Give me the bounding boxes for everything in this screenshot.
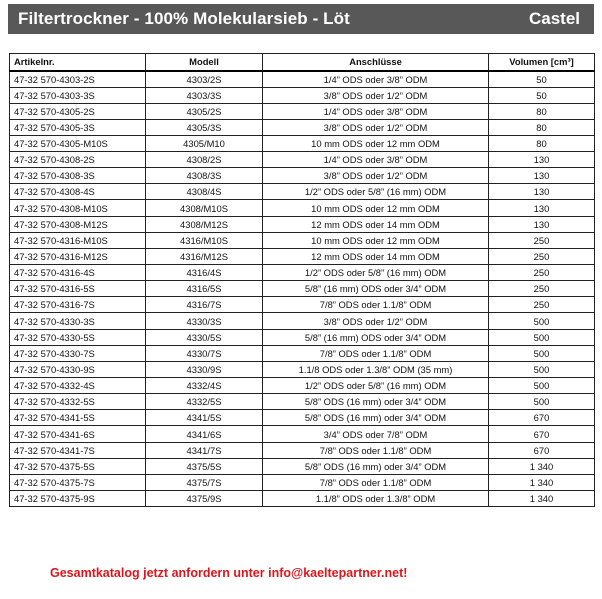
- model-cell: 4316/7S: [146, 297, 263, 313]
- model-cell: 4341/6S: [146, 426, 263, 442]
- table-row: [10, 87, 595, 103]
- article-number-cell: 47-32 570-4375-7S: [10, 474, 146, 490]
- table-row: [10, 442, 595, 458]
- table-row: [10, 103, 595, 119]
- volume-cell: 130: [489, 184, 595, 200]
- volume-cell: 50: [489, 87, 595, 103]
- volume-cell: 500: [489, 313, 595, 329]
- connections-cell: 7/8” ODS oder 1.1/8” ODM: [263, 442, 489, 458]
- volume-cell: 500: [489, 329, 595, 345]
- model-cell: 4308/3S: [146, 168, 263, 184]
- table-row: [10, 168, 595, 184]
- volume-cell: 500: [489, 361, 595, 377]
- table-row: [10, 297, 595, 313]
- table-row: [10, 410, 595, 426]
- model-cell: 4305/M10: [146, 135, 263, 151]
- model-cell: 4308/M10S: [146, 200, 263, 216]
- table-row: [10, 474, 595, 490]
- volume-cell: 130: [489, 152, 595, 168]
- connections-cell: 1/4” ODS oder 3/8” ODM: [263, 103, 489, 119]
- connections-cell: 3/8” ODS oder 1/2” ODM: [263, 87, 489, 103]
- connections-cell: 5/8” ODS (16 mm) oder 3/4” ODM: [263, 410, 489, 426]
- connections-cell: 7/8” ODS oder 1.1/8” ODM: [263, 345, 489, 361]
- connections-cell: 1/2” ODS oder 5/8” (16 mm) ODM: [263, 265, 489, 281]
- article-number-cell: 47-32 570-4308-M10S: [10, 200, 146, 216]
- column-header-connections: Anschlüsse: [263, 54, 489, 71]
- model-cell: 4332/4S: [146, 378, 263, 394]
- article-number-cell: 47-32 570-4308-2S: [10, 152, 146, 168]
- connections-cell: 1/2” ODS oder 5/8” (16 mm) ODM: [263, 378, 489, 394]
- connections-cell: 5/8” (16 mm) ODS oder 3/4” ODM: [263, 329, 489, 345]
- table-row: [10, 345, 595, 361]
- volume-cell: 670: [489, 410, 595, 426]
- volume-cell: 250: [489, 297, 595, 313]
- article-number-cell: 47-32 570-4330-9S: [10, 361, 146, 377]
- table-row: [10, 394, 595, 410]
- article-number-cell: 47-32 570-4316-4S: [10, 265, 146, 281]
- article-number-cell: 47-32 570-4316-5S: [10, 281, 146, 297]
- connections-cell: 10 mm ODS oder 12 mm ODM: [263, 135, 489, 151]
- model-cell: 4332/5S: [146, 394, 263, 410]
- volume-cell: 1 340: [489, 491, 595, 507]
- volume-cell: 50: [489, 71, 595, 88]
- volume-cell: 670: [489, 442, 595, 458]
- table-row: [10, 265, 595, 281]
- model-cell: 4375/7S: [146, 474, 263, 490]
- article-number-cell: 47-32 570-4375-9S: [10, 491, 146, 507]
- table-row: [10, 200, 595, 216]
- table-row: [10, 329, 595, 345]
- volume-cell: 130: [489, 216, 595, 232]
- brand-name: Castel: [528, 9, 580, 28]
- article-number-cell: 47-32 570-4305-M10S: [10, 135, 146, 151]
- table-row: [10, 248, 595, 264]
- table-row: [10, 152, 595, 168]
- model-cell: 4316/M10S: [146, 232, 263, 248]
- connections-cell: 1.1/8” ODS oder 1.3/8” ODM: [263, 491, 489, 507]
- connections-cell: 5/8” (16 mm) ODS oder 3/4” ODM: [263, 281, 489, 297]
- article-number-cell: 47-32 570-4330-7S: [10, 345, 146, 361]
- article-number-cell: 47-32 570-4341-6S: [10, 426, 146, 442]
- article-number-cell: 47-32 570-4330-5S: [10, 329, 146, 345]
- volume-cell: 250: [489, 265, 595, 281]
- table-row: [10, 458, 595, 474]
- connections-cell: 3/8” ODS oder 1/2” ODM: [263, 168, 489, 184]
- model-cell: 4305/2S: [146, 103, 263, 119]
- article-number-cell: 47-32 570-4316-7S: [10, 297, 146, 313]
- volume-cell: 670: [489, 426, 595, 442]
- article-number-cell: 47-32 570-4316-M12S: [10, 248, 146, 264]
- model-cell: 4341/5S: [146, 410, 263, 426]
- connections-cell: 7/8” ODS oder 1.1/8” ODM: [263, 297, 489, 313]
- connections-cell: 1.1/8 ODS oder 1.3/8” ODM (35 mm): [263, 361, 489, 377]
- volume-cell: 500: [489, 394, 595, 410]
- column-header-article-number: Artikelnr.: [10, 54, 146, 71]
- table-body: [10, 71, 595, 507]
- volume-cell: 80: [489, 103, 595, 119]
- connections-cell: 1/2” ODS oder 5/8” (16 mm) ODM: [263, 184, 489, 200]
- volume-cell: 80: [489, 135, 595, 151]
- table-row: [10, 378, 595, 394]
- table-row: [10, 135, 595, 151]
- connections-cell: 12 mm ODS oder 14 mm ODM: [263, 216, 489, 232]
- article-number-cell: 47-32 570-4341-5S: [10, 410, 146, 426]
- model-cell: 4316/M12S: [146, 248, 263, 264]
- table-row: [10, 313, 595, 329]
- product-table: [9, 53, 595, 507]
- article-number-cell: 47-32 570-4305-3S: [10, 119, 146, 135]
- article-number-cell: 47-32 570-4330-3S: [10, 313, 146, 329]
- article-number-cell: 47-32 570-4332-5S: [10, 394, 146, 410]
- model-cell: 4303/3S: [146, 87, 263, 103]
- connections-cell: 5/8” ODS (16 mm) oder 3/4” ODM: [263, 458, 489, 474]
- table-row: [10, 184, 595, 200]
- volume-cell: 80: [489, 119, 595, 135]
- volume-cell: 500: [489, 378, 595, 394]
- volume-cell: 250: [489, 232, 595, 248]
- article-number-cell: 47-32 570-4308-3S: [10, 168, 146, 184]
- model-cell: 4303/2S: [146, 71, 263, 88]
- volume-cell: 250: [489, 248, 595, 264]
- catalog-request-notice: Gesamtkatalog jetzt anfordern unter info@kaeltepartner.net!: [50, 566, 408, 580]
- article-number-cell: 47-32 570-4308-M12S: [10, 216, 146, 232]
- article-number-cell: 47-32 570-4316-M10S: [10, 232, 146, 248]
- table-row: [10, 232, 595, 248]
- table-header-row: [10, 54, 595, 71]
- model-cell: 4308/4S: [146, 184, 263, 200]
- table-row: [10, 426, 595, 442]
- article-number-cell: 47-32 570-4375-5S: [10, 458, 146, 474]
- model-cell: 4308/M12S: [146, 216, 263, 232]
- table-row: [10, 361, 595, 377]
- connections-cell: 3/4” ODS oder 7/8” ODM: [263, 426, 489, 442]
- model-cell: 4330/3S: [146, 313, 263, 329]
- title-bar: [8, 4, 594, 34]
- model-cell: 4330/7S: [146, 345, 263, 361]
- table-row: [10, 216, 595, 232]
- article-number-cell: 47-32 570-4305-2S: [10, 103, 146, 119]
- model-cell: 4308/2S: [146, 152, 263, 168]
- table-row: [10, 281, 595, 297]
- connections-cell: 3/8” ODS oder 1/2” ODM: [263, 313, 489, 329]
- model-cell: 4341/7S: [146, 442, 263, 458]
- article-number-cell: 47-32 570-4308-4S: [10, 184, 146, 200]
- connections-cell: 3/8” ODS oder 1/2” ODM: [263, 119, 489, 135]
- model-cell: 4330/9S: [146, 361, 263, 377]
- table-row: [10, 71, 595, 88]
- model-cell: 4375/9S: [146, 491, 263, 507]
- article-number-cell: 47-32 570-4341-7S: [10, 442, 146, 458]
- model-cell: 4305/3S: [146, 119, 263, 135]
- connections-cell: 1/4” ODS oder 3/8” ODM: [263, 71, 489, 88]
- volume-cell: 130: [489, 200, 595, 216]
- connections-cell: 10 mm ODS oder 12 mm ODM: [263, 232, 489, 248]
- connections-cell: 7/8” ODS oder 1.1/8” ODM: [263, 474, 489, 490]
- model-cell: 4375/5S: [146, 458, 263, 474]
- table-row: [10, 491, 595, 507]
- volume-cell: 130: [489, 168, 595, 184]
- model-cell: 4316/4S: [146, 265, 263, 281]
- column-header-model: Modell: [146, 54, 263, 71]
- column-header-volume: Volumen [cm³]: [489, 54, 595, 71]
- table-row: [10, 119, 595, 135]
- article-number-cell: 47-32 570-4303-2S: [10, 71, 146, 88]
- volume-cell: 500: [489, 345, 595, 361]
- page-title: Filtertrockner - 100% Molekularsieb - Löt: [18, 9, 350, 28]
- connections-cell: 10 mm ODS oder 12 mm ODM: [263, 200, 489, 216]
- connections-cell: 5/8” ODS (16 mm) oder 3/4” ODM: [263, 394, 489, 410]
- volume-cell: 1 340: [489, 458, 595, 474]
- model-cell: 4316/5S: [146, 281, 263, 297]
- article-number-cell: 47-32 570-4303-3S: [10, 87, 146, 103]
- article-number-cell: 47-32 570-4332-4S: [10, 378, 146, 394]
- connections-cell: 12 mm ODS oder 14 mm ODM: [263, 248, 489, 264]
- volume-cell: 250: [489, 281, 595, 297]
- connections-cell: 1/4” ODS oder 3/8” ODM: [263, 152, 489, 168]
- volume-cell: 1 340: [489, 474, 595, 490]
- model-cell: 4330/5S: [146, 329, 263, 345]
